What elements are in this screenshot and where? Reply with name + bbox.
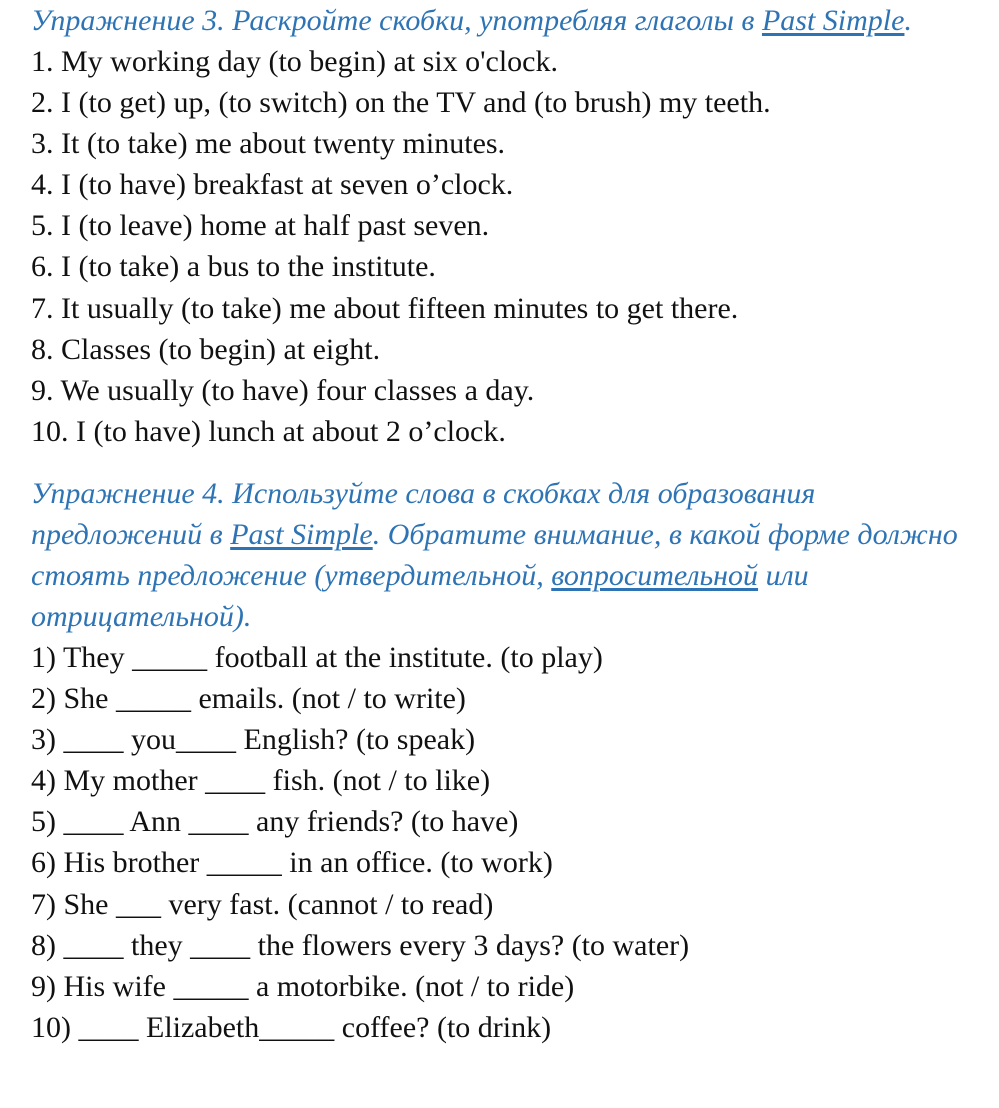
list-item: 2) She _____ emails. (not / to write) [31, 682, 466, 716]
exercise-3-list [31, 41, 981, 452]
exercise-4-heading-part3: или отрицательной). [31, 558, 809, 633]
list-item: 7. It usually (to take) me about fifteen minutes to get there. [31, 291, 739, 325]
list-item: 5) ____ Ann ____ any friends? (to have) [31, 805, 519, 839]
list-item: 1. My working day (to begin) at six o'clock. [31, 45, 558, 78]
list-item: 9) His wife _____ a motorbike. (not / to ride) [31, 969, 575, 1003]
exercise-4-heading-part1: Упражнение 4. Используйте слова в скобках для образования предложений в [31, 476, 816, 551]
exercise-4-heading-part2: . Обратите внимание, в какой форме должно стоять предложение (утвердительной, [31, 517, 958, 592]
list-item: 4) My mother ____ fish. (not / to like) [31, 764, 491, 798]
past-simple-link[interactable]: Past Simple [761, 4, 905, 37]
list-item: 8. Classes (to begin) at eight. [31, 332, 381, 366]
list-item: 6) His brother _____ in an office. (to work) [31, 846, 553, 880]
worksheet-page [31, 0, 981, 1048]
exercise-3-heading-text: Упражнение 3. Раскройте скобки, употребляя глаголы в [31, 4, 762, 37]
list-item: 10. I (to have) lunch at about 2 o’clock. [31, 414, 506, 448]
exercise-3-heading-end: . [904, 4, 912, 37]
list-item: 3. It (to take) me about twenty minutes. [31, 127, 506, 161]
interrogative-link[interactable]: вопросительной [551, 558, 759, 592]
list-item: 10) ____ Elizabeth_____ coffee? (to drink) [31, 1010, 552, 1044]
list-item: 7) She ___ very fast. (cannot / to read) [31, 887, 494, 921]
past-simple-link-2[interactable]: Past Simple [230, 517, 373, 551]
list-item: 6. I (to take) a bus to the institute. [31, 250, 436, 284]
exercise-4-list [31, 637, 981, 1048]
list-item: 2. I (to get) up, (to switch) on the TV and (to brush) my teeth. [31, 86, 771, 120]
list-item: 3) ____ you____ English? (to speak) [31, 723, 476, 757]
list-item: 4. I (to have) breakfast at seven o’clock. [31, 168, 514, 202]
exercise-3-heading [31, 0, 981, 41]
list-item: 1) They _____ football at the institute. (to play) [31, 640, 603, 674]
list-item: 9. We usually (to have) four classes a day. [31, 373, 535, 407]
list-item: 8) ____ they ____ the flowers every 3 days? (to water) [31, 928, 690, 962]
exercise-4-heading [31, 473, 981, 637]
list-item: 5. I (to leave) home at half past seven. [31, 209, 490, 243]
